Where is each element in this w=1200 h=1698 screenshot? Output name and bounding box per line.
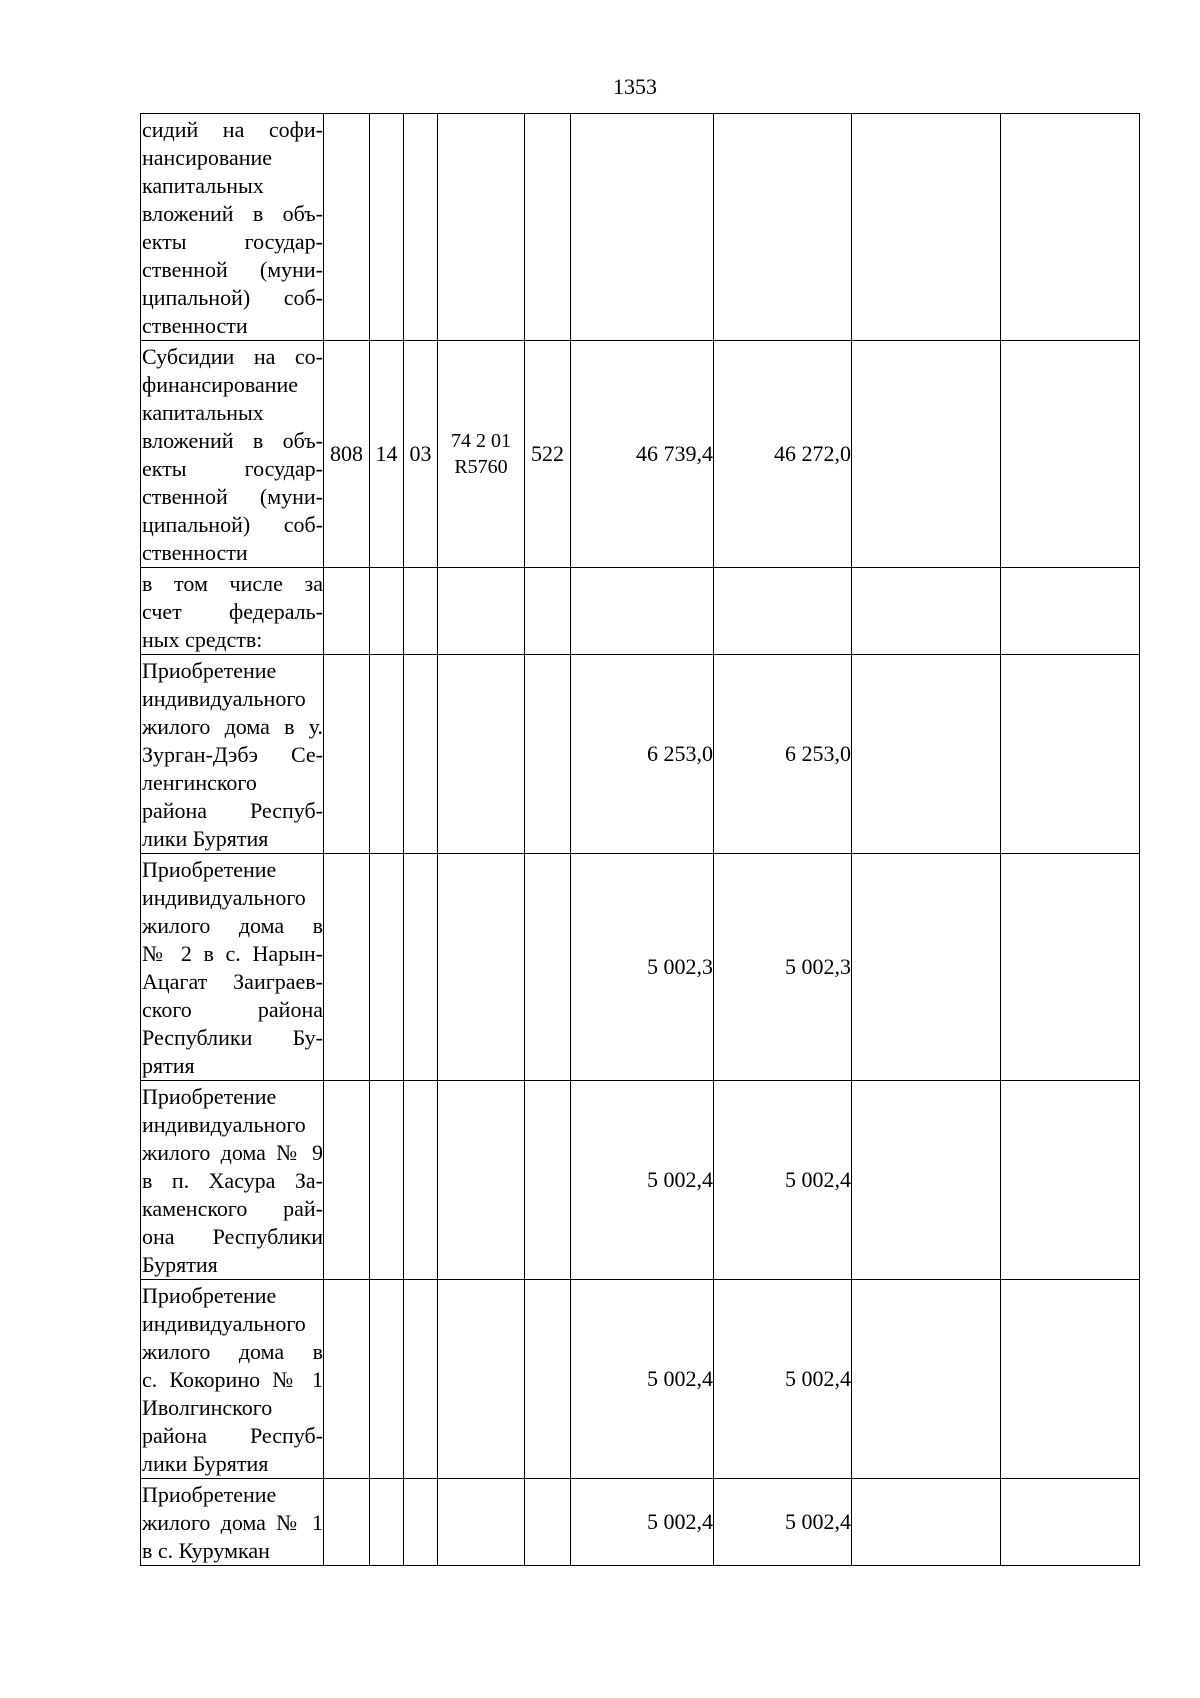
- row-name-line: Иволгинского: [142, 1395, 273, 1420]
- row-name-line: вложений в объ-: [142, 201, 323, 226]
- row-name-cell: [141, 854, 324, 1081]
- row-name-line: № 2 в с. Нарын-: [142, 941, 323, 966]
- row-name-line: капитальных: [142, 173, 264, 198]
- csr-cell: [438, 1479, 525, 1566]
- row-name-line: в п. Хасура За-: [142, 1168, 323, 1193]
- row-name-cell: [141, 341, 324, 568]
- page-number: 1353: [613, 74, 657, 99]
- row-name-line: жилого дома в у.: [142, 714, 323, 739]
- row-name-line: Республики Бу-: [142, 1025, 323, 1050]
- row-name-line: Приобретение: [142, 1084, 277, 1109]
- vr-cell: [525, 568, 571, 655]
- row-name-line: ципальной) соб-: [142, 285, 323, 310]
- sum2-cell: 5 002,4: [714, 1280, 852, 1479]
- table-row: [141, 568, 1140, 655]
- rz-cell: 14: [370, 341, 404, 568]
- row-name-line: жилого дома № 9: [142, 1140, 323, 1165]
- sum2-cell: 5 002,3: [714, 854, 852, 1081]
- row-name-line: екты государ-: [142, 456, 323, 481]
- vr-cell: [525, 1081, 571, 1280]
- rz-cell: [370, 854, 404, 1081]
- pr-cell: [404, 568, 438, 655]
- sum1-cell: 6 253,0: [571, 655, 714, 854]
- csr-cell: [438, 114, 525, 341]
- sum2-cell: [714, 114, 852, 341]
- rz-cell: [370, 1479, 404, 1566]
- row-name-line: жилого дома № 1: [142, 1510, 323, 1535]
- row-name-line: Приобретение: [142, 1482, 277, 1507]
- gr-cell: [324, 1280, 370, 1479]
- vr-cell: [525, 1479, 571, 1566]
- sum4-cell: [1001, 1479, 1140, 1566]
- sum1-cell: 5 002,4: [571, 1479, 714, 1566]
- table-row: [141, 854, 1140, 1081]
- row-name-cell: [141, 655, 324, 854]
- table-row: [141, 341, 1140, 568]
- row-name-line: Бурятия: [142, 1252, 218, 1277]
- row-name-line: ственности: [142, 540, 248, 565]
- row-name-line: ных средств:: [142, 627, 263, 652]
- row-name-line: индивидуального: [142, 1311, 306, 1336]
- sum4-cell: [1001, 114, 1140, 341]
- pr-cell: [404, 1280, 438, 1479]
- sum4-cell: [1001, 1081, 1140, 1280]
- rz-cell: [370, 1280, 404, 1479]
- row-name-line: ственной (муни-: [142, 484, 323, 509]
- row-name-line: индивидуального: [142, 686, 306, 711]
- sum2-cell: 5 002,4: [714, 1479, 852, 1566]
- row-name-line: Приобретение: [142, 857, 277, 882]
- table-row: [141, 1280, 1140, 1479]
- sum2-cell: 5 002,4: [714, 1081, 852, 1280]
- vr-cell: [525, 854, 571, 1081]
- sum1-cell: 5 002,4: [571, 1280, 714, 1479]
- sum2-cell: [714, 568, 852, 655]
- gr-cell: 808: [324, 341, 370, 568]
- csr-cell: [438, 854, 525, 1081]
- pr-cell: [404, 1479, 438, 1566]
- row-name-line: она Республики: [142, 1224, 323, 1249]
- row-name-line: ципальной) соб-: [142, 512, 323, 537]
- sum4-cell: [1001, 854, 1140, 1081]
- pr-cell: [404, 1081, 438, 1280]
- row-name-line: лики Бурятия: [142, 826, 269, 851]
- row-name-cell: [141, 1479, 324, 1566]
- row-name-line: сидий на софи-: [142, 117, 323, 142]
- vr-cell: [525, 1280, 571, 1479]
- row-name-line: ленгинского: [142, 770, 257, 795]
- row-name-cell: [141, 1081, 324, 1280]
- sum1-cell: [571, 114, 714, 341]
- row-name-line: счет федераль-: [142, 599, 323, 624]
- rz-cell: [370, 114, 404, 341]
- sum2-cell: 6 253,0: [714, 655, 852, 854]
- sum3-cell: [852, 655, 1001, 854]
- row-name-line: Субсидии на со-: [142, 344, 323, 369]
- row-name-line: района Респуб-: [142, 1423, 323, 1448]
- sum1-cell: 5 002,4: [571, 1081, 714, 1280]
- row-name-line: индивидуального: [142, 885, 306, 910]
- row-name-line: Приобретение: [142, 658, 277, 683]
- sum4-cell: [1001, 1280, 1140, 1479]
- sum3-cell: [852, 114, 1001, 341]
- row-name-line: ского района: [142, 997, 323, 1022]
- row-name-line: в с. Курумкан: [142, 1538, 270, 1563]
- csr-cell: [438, 655, 525, 854]
- row-name-line: лики Бурятия: [142, 1451, 269, 1476]
- gr-cell: [324, 1479, 370, 1566]
- gr-cell: [324, 655, 370, 854]
- table-body: [141, 114, 1140, 1566]
- row-name-line: ственной (муни-: [142, 257, 323, 282]
- row-name-line: Ацагат Заиграев-: [142, 969, 323, 994]
- sum3-cell: [852, 1081, 1001, 1280]
- sum3-cell: [852, 854, 1001, 1081]
- budget-table: [140, 113, 1140, 1566]
- table-row: [141, 655, 1140, 854]
- row-name-cell: [141, 568, 324, 655]
- sum1-cell: 46 739,4: [571, 341, 714, 568]
- sum4-cell: [1001, 341, 1140, 568]
- sum1-cell: [571, 568, 714, 655]
- row-name-line: в том числе за: [142, 571, 323, 596]
- sum2-cell: 46 272,0: [714, 341, 852, 568]
- gr-cell: [324, 114, 370, 341]
- row-name-line: нансирование: [142, 145, 273, 170]
- vr-cell: 522: [525, 341, 571, 568]
- table-row: [141, 1479, 1140, 1566]
- row-name-line: рятия: [142, 1053, 195, 1078]
- vr-cell: [525, 655, 571, 854]
- pr-cell: [404, 655, 438, 854]
- pr-cell: [404, 854, 438, 1081]
- pr-cell: [404, 114, 438, 341]
- sum4-cell: [1001, 655, 1140, 854]
- row-name-cell: [141, 1280, 324, 1479]
- rz-cell: [370, 568, 404, 655]
- sum4-cell: [1001, 568, 1140, 655]
- csr-cell: [438, 1280, 525, 1479]
- table-row: [141, 1081, 1140, 1280]
- row-name-line: индивидуального: [142, 1112, 306, 1137]
- row-name-line: с. Кокорино № 1: [142, 1367, 323, 1392]
- csr-cell: [438, 1081, 525, 1280]
- rz-cell: [370, 655, 404, 854]
- row-name-line: екты государ-: [142, 229, 323, 254]
- row-name-line: района Респуб-: [142, 798, 323, 823]
- sum1-cell: 5 002,3: [571, 854, 714, 1081]
- row-name-line: Приобретение: [142, 1283, 277, 1308]
- table-row: [141, 114, 1140, 341]
- row-name-line: вложений в объ-: [142, 428, 323, 453]
- rz-cell: [370, 1081, 404, 1280]
- gr-cell: [324, 568, 370, 655]
- row-name-line: жилого дома в: [142, 913, 323, 938]
- row-name-line: Зурган-Дэбэ Се-: [142, 742, 323, 767]
- gr-cell: [324, 854, 370, 1081]
- row-name-line: каменского рай-: [142, 1196, 323, 1221]
- csr-cell: 74 2 01 R5760: [438, 341, 525, 568]
- csr-cell: [438, 568, 525, 655]
- sum3-cell: [852, 341, 1001, 568]
- sum3-cell: [852, 1479, 1001, 1566]
- sum3-cell: [852, 568, 1001, 655]
- sum3-cell: [852, 1280, 1001, 1479]
- row-name-line: финансирование: [142, 372, 299, 397]
- gr-cell: [324, 1081, 370, 1280]
- row-name-line: капитальных: [142, 400, 264, 425]
- vr-cell: [525, 114, 571, 341]
- row-name-line: жилого дома в: [142, 1339, 323, 1364]
- row-name-cell: [141, 114, 324, 341]
- pr-cell: 03: [404, 341, 438, 568]
- row-name-line: ственности: [142, 313, 248, 338]
